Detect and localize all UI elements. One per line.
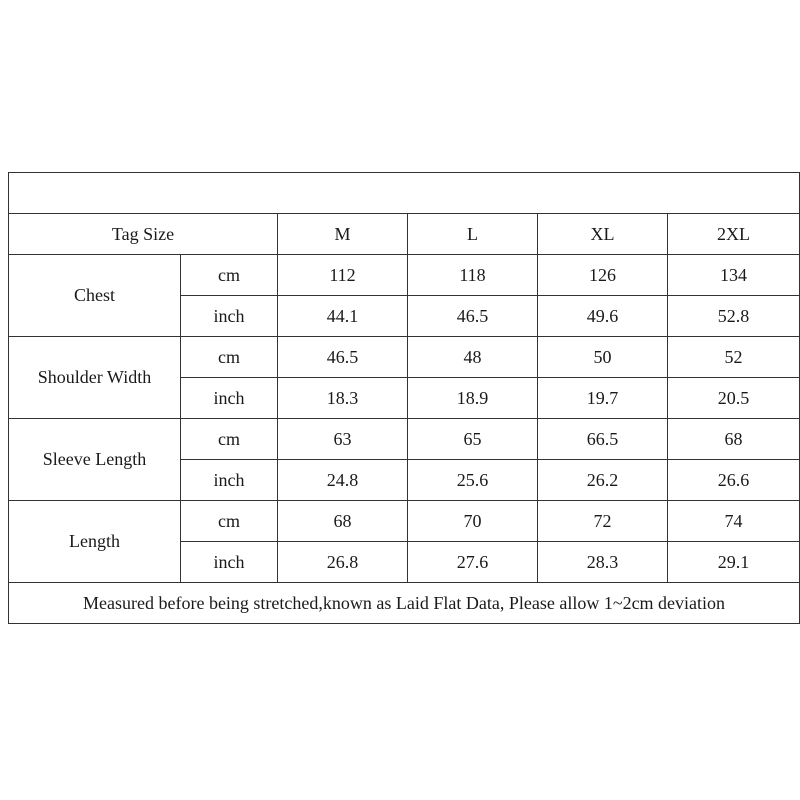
value-cell: 72: [538, 501, 668, 542]
blank-title-cell: [9, 173, 800, 214]
value-cell: 27.6: [408, 542, 538, 583]
value-cell: 65: [408, 419, 538, 460]
value-cell: 50: [538, 337, 668, 378]
unit-label: inch: [181, 378, 278, 419]
value-cell: 68: [278, 501, 408, 542]
value-cell: 134: [668, 255, 800, 296]
header-row: [9, 214, 800, 255]
table-row: [9, 419, 800, 460]
size-header-xl: XL: [538, 214, 668, 255]
value-cell: 28.3: [538, 542, 668, 583]
unit-label: inch: [181, 460, 278, 501]
table-row: [9, 255, 800, 296]
table-row: [9, 501, 800, 542]
value-cell: 24.8: [278, 460, 408, 501]
size-chart-table: [8, 172, 800, 624]
value-cell: 18.3: [278, 378, 408, 419]
unit-label: inch: [181, 296, 278, 337]
value-cell: 19.7: [538, 378, 668, 419]
value-cell: 20.5: [668, 378, 800, 419]
measure-label-shoulder-width: Shoulder Width: [9, 337, 181, 419]
footer-row: [9, 583, 800, 624]
value-cell: 126: [538, 255, 668, 296]
value-cell: 118: [408, 255, 538, 296]
measure-label-length: Length: [9, 501, 181, 583]
value-cell: 52.8: [668, 296, 800, 337]
measurement-note: Measured before being stretched,known as Laid Flat Data, Please allow 1~2cm deviation: [9, 583, 800, 624]
value-cell: 25.6: [408, 460, 538, 501]
measure-label-sleeve-length: Sleeve Length: [9, 419, 181, 501]
measure-label-chest: Chest: [9, 255, 181, 337]
value-cell: 70: [408, 501, 538, 542]
value-cell: 26.8: [278, 542, 408, 583]
unit-label: cm: [181, 419, 278, 460]
value-cell: 46.5: [408, 296, 538, 337]
value-cell: 49.6: [538, 296, 668, 337]
value-cell: 26.6: [668, 460, 800, 501]
value-cell: 63: [278, 419, 408, 460]
value-cell: 44.1: [278, 296, 408, 337]
unit-label: cm: [181, 255, 278, 296]
value-cell: 52: [668, 337, 800, 378]
value-cell: 46.5: [278, 337, 408, 378]
size-header-m: M: [278, 214, 408, 255]
value-cell: 68: [668, 419, 800, 460]
blank-title-row: [9, 173, 800, 214]
unit-label: cm: [181, 501, 278, 542]
value-cell: 18.9: [408, 378, 538, 419]
size-header-2xl: 2XL: [668, 214, 800, 255]
value-cell: 26.2: [538, 460, 668, 501]
value-cell: 74: [668, 501, 800, 542]
size-header-l: L: [408, 214, 538, 255]
tag-size-label: Tag Size: [9, 214, 278, 255]
unit-label: inch: [181, 542, 278, 583]
value-cell: 66.5: [538, 419, 668, 460]
value-cell: 112: [278, 255, 408, 296]
unit-label: cm: [181, 337, 278, 378]
value-cell: 48: [408, 337, 538, 378]
table-row: [9, 337, 800, 378]
value-cell: 29.1: [668, 542, 800, 583]
